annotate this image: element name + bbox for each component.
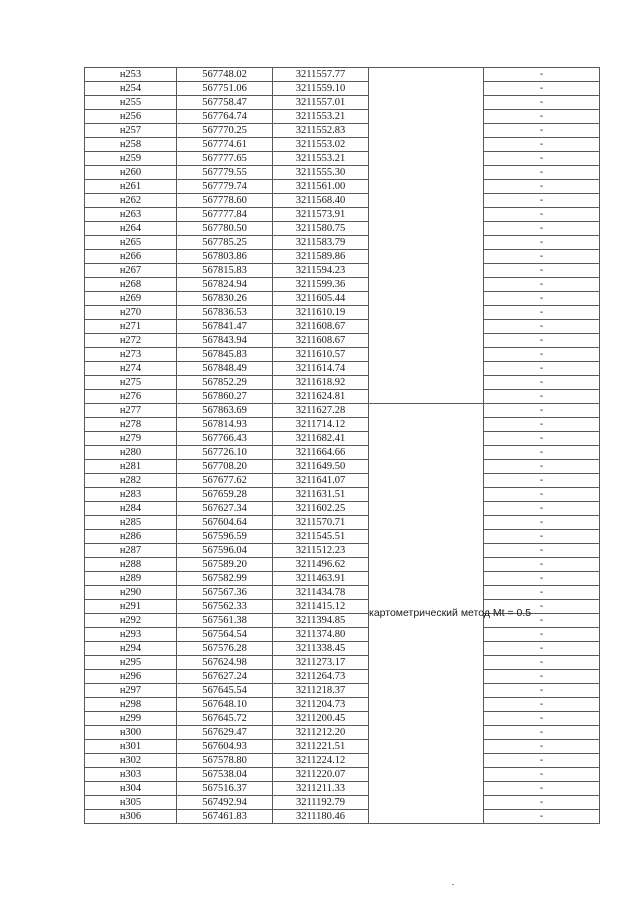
point-name-cell: н292	[85, 614, 177, 628]
accuracy-cell: -	[484, 362, 600, 376]
point-name-cell: н296	[85, 670, 177, 684]
point-name-cell: н257	[85, 124, 177, 138]
x-coordinate-cell: 567578.80	[177, 754, 273, 768]
method-cell: картометрический метод Mt = 0.5	[369, 404, 484, 824]
y-coordinate-cell: 3211614.74	[273, 362, 369, 376]
table-row	[85, 390, 600, 404]
x-coordinate-cell: 567766.43	[177, 432, 273, 446]
table-row	[85, 712, 600, 726]
x-coordinate-cell: 567780.50	[177, 222, 273, 236]
x-coordinate-cell: 567561.38	[177, 614, 273, 628]
y-coordinate-cell: 3211212.20	[273, 726, 369, 740]
y-coordinate-cell: 3211682.41	[273, 432, 369, 446]
x-coordinate-cell: 567624.98	[177, 656, 273, 670]
y-coordinate-cell: 3211559.10	[273, 82, 369, 96]
point-name-cell: н285	[85, 516, 177, 530]
x-coordinate-cell: 567777.65	[177, 152, 273, 166]
x-coordinate-cell: 567860.27	[177, 390, 273, 404]
coordinates-table-body	[85, 68, 600, 824]
point-name-cell: н297	[85, 684, 177, 698]
table-row	[85, 124, 600, 138]
x-coordinate-cell: 567863.69	[177, 404, 273, 418]
accuracy-cell: -	[484, 138, 600, 152]
x-coordinate-cell: 567567.36	[177, 586, 273, 600]
y-coordinate-cell: 3211624.81	[273, 390, 369, 404]
point-name-cell: н270	[85, 306, 177, 320]
point-name-cell: н302	[85, 754, 177, 768]
x-coordinate-cell: 567627.24	[177, 670, 273, 684]
table-row	[85, 222, 600, 236]
point-name-cell: н269	[85, 292, 177, 306]
table-row	[85, 670, 600, 684]
y-coordinate-cell: 3211557.77	[273, 68, 369, 82]
y-coordinate-cell: 3211204.73	[273, 698, 369, 712]
accuracy-cell: -	[484, 726, 600, 740]
accuracy-cell: -	[484, 376, 600, 390]
point-name-cell: н261	[85, 180, 177, 194]
accuracy-cell: -	[484, 264, 600, 278]
x-coordinate-cell: 567677.62	[177, 474, 273, 488]
coordinates-table-container	[84, 67, 599, 824]
table-row	[85, 740, 600, 754]
point-name-cell: н259	[85, 152, 177, 166]
accuracy-cell: -	[484, 586, 600, 600]
table-row	[85, 292, 600, 306]
accuracy-cell: -	[484, 740, 600, 754]
point-name-cell: н305	[85, 796, 177, 810]
y-coordinate-cell: 3211218.37	[273, 684, 369, 698]
table-row	[85, 754, 600, 768]
table-row	[85, 544, 600, 558]
point-name-cell: н288	[85, 558, 177, 572]
x-coordinate-cell: 567774.61	[177, 138, 273, 152]
table-row	[85, 96, 600, 110]
table-row	[85, 278, 600, 292]
x-coordinate-cell: 567659.28	[177, 488, 273, 502]
y-coordinate-cell: 3211553.21	[273, 152, 369, 166]
y-coordinate-cell: 3211573.91	[273, 208, 369, 222]
point-name-cell: н294	[85, 642, 177, 656]
point-name-cell: н301	[85, 740, 177, 754]
x-coordinate-cell: 567516.37	[177, 782, 273, 796]
y-coordinate-cell: 3211610.19	[273, 306, 369, 320]
accuracy-cell: -	[484, 180, 600, 194]
x-coordinate-cell: 567843.94	[177, 334, 273, 348]
y-coordinate-cell: 3211594.23	[273, 264, 369, 278]
x-coordinate-cell: 567726.10	[177, 446, 273, 460]
accuracy-cell: -	[484, 446, 600, 460]
x-coordinate-cell: 567852.29	[177, 376, 273, 390]
point-name-cell: н267	[85, 264, 177, 278]
x-coordinate-cell: 567538.04	[177, 768, 273, 782]
table-row	[85, 460, 600, 474]
y-coordinate-cell: 3211641.07	[273, 474, 369, 488]
y-coordinate-cell: 3211200.45	[273, 712, 369, 726]
point-name-cell: н262	[85, 194, 177, 208]
y-coordinate-cell: 3211374.80	[273, 628, 369, 642]
table-row	[85, 502, 600, 516]
y-coordinate-cell: 3211555.30	[273, 166, 369, 180]
accuracy-cell: -	[484, 166, 600, 180]
table-row	[85, 642, 600, 656]
x-coordinate-cell: 567845.83	[177, 348, 273, 362]
point-name-cell: н265	[85, 236, 177, 250]
point-name-cell: н274	[85, 362, 177, 376]
y-coordinate-cell: 3211463.91	[273, 572, 369, 586]
x-coordinate-cell: 567604.93	[177, 740, 273, 754]
point-name-cell: н298	[85, 698, 177, 712]
accuracy-cell: -	[484, 82, 600, 96]
x-coordinate-cell: 567582.99	[177, 572, 273, 586]
x-coordinate-cell: 567596.04	[177, 544, 273, 558]
accuracy-cell: -	[484, 348, 600, 362]
point-name-cell: н281	[85, 460, 177, 474]
accuracy-cell: -	[484, 712, 600, 726]
point-name-cell: н263	[85, 208, 177, 222]
y-coordinate-cell: 3211561.00	[273, 180, 369, 194]
accuracy-cell: -	[484, 404, 600, 418]
table-row	[85, 334, 600, 348]
accuracy-cell: -	[484, 544, 600, 558]
accuracy-cell: -	[484, 306, 600, 320]
x-coordinate-cell: 567627.34	[177, 502, 273, 516]
accuracy-cell: -	[484, 250, 600, 264]
x-coordinate-cell: 567562.33	[177, 600, 273, 614]
accuracy-cell: -	[484, 516, 600, 530]
point-name-cell: н304	[85, 782, 177, 796]
accuracy-cell: -	[484, 320, 600, 334]
table-row	[85, 418, 600, 432]
point-name-cell: н287	[85, 544, 177, 558]
table-row	[85, 684, 600, 698]
x-coordinate-cell: 567645.54	[177, 684, 273, 698]
x-coordinate-cell: 567764.74	[177, 110, 273, 124]
y-coordinate-cell: 3211192.79	[273, 796, 369, 810]
point-name-cell: н289	[85, 572, 177, 586]
accuracy-cell: -	[484, 110, 600, 124]
x-coordinate-cell: 567751.06	[177, 82, 273, 96]
accuracy-cell: -	[484, 768, 600, 782]
method-cell	[369, 68, 484, 404]
accuracy-cell: -	[484, 292, 600, 306]
accuracy-cell: -	[484, 670, 600, 684]
y-coordinate-cell: 3211221.51	[273, 740, 369, 754]
x-coordinate-cell: 567576.28	[177, 642, 273, 656]
table-row	[85, 404, 600, 418]
point-name-cell: н300	[85, 726, 177, 740]
y-coordinate-cell: 3211224.12	[273, 754, 369, 768]
table-row	[85, 82, 600, 96]
y-coordinate-cell: 3211552.83	[273, 124, 369, 138]
y-coordinate-cell: 3211273.17	[273, 656, 369, 670]
accuracy-cell: -	[484, 222, 600, 236]
point-name-cell: н279	[85, 432, 177, 446]
table-row	[85, 796, 600, 810]
point-name-cell: н282	[85, 474, 177, 488]
x-coordinate-cell: 567814.93	[177, 418, 273, 432]
accuracy-cell: -	[484, 194, 600, 208]
x-coordinate-cell: 567815.83	[177, 264, 273, 278]
point-name-cell: н290	[85, 586, 177, 600]
y-coordinate-cell: 3211589.86	[273, 250, 369, 264]
y-coordinate-cell: 3211664.66	[273, 446, 369, 460]
point-name-cell: н291	[85, 600, 177, 614]
table-row	[85, 446, 600, 460]
point-name-cell: н253	[85, 68, 177, 82]
accuracy-cell: -	[484, 684, 600, 698]
y-coordinate-cell: 3211568.40	[273, 194, 369, 208]
point-name-cell: н273	[85, 348, 177, 362]
y-coordinate-cell: 3211618.92	[273, 376, 369, 390]
point-name-cell: н277	[85, 404, 177, 418]
point-name-cell: н254	[85, 82, 177, 96]
point-name-cell: н272	[85, 334, 177, 348]
x-coordinate-cell: 567604.64	[177, 516, 273, 530]
x-coordinate-cell: 567564.54	[177, 628, 273, 642]
table-row	[85, 768, 600, 782]
x-coordinate-cell: 567778.60	[177, 194, 273, 208]
accuracy-cell: -	[484, 208, 600, 222]
table-row	[85, 558, 600, 572]
y-coordinate-cell: 3211610.57	[273, 348, 369, 362]
x-coordinate-cell: 567645.72	[177, 712, 273, 726]
x-coordinate-cell: 567748.02	[177, 68, 273, 82]
accuracy-cell: -	[484, 642, 600, 656]
y-coordinate-cell: 3211180.46	[273, 810, 369, 824]
accuracy-cell: -	[484, 656, 600, 670]
table-row	[85, 628, 600, 642]
table-row	[85, 530, 600, 544]
x-coordinate-cell: 567830.26	[177, 292, 273, 306]
y-coordinate-cell: 3211605.44	[273, 292, 369, 306]
table-row	[85, 362, 600, 376]
x-coordinate-cell: 567770.25	[177, 124, 273, 138]
x-coordinate-cell: 567836.53	[177, 306, 273, 320]
table-row	[85, 208, 600, 222]
accuracy-cell: -	[484, 334, 600, 348]
table-row	[85, 180, 600, 194]
point-name-cell: н264	[85, 222, 177, 236]
table-row	[85, 586, 600, 600]
accuracy-cell: -	[484, 572, 600, 586]
y-coordinate-cell: 3211512.23	[273, 544, 369, 558]
y-coordinate-cell: 3211338.45	[273, 642, 369, 656]
table-row	[85, 236, 600, 250]
y-coordinate-cell: 3211627.28	[273, 404, 369, 418]
table-row	[85, 166, 600, 180]
point-name-cell: н284	[85, 502, 177, 516]
point-name-cell: н258	[85, 138, 177, 152]
point-name-cell: н271	[85, 320, 177, 334]
y-coordinate-cell: 3211220.07	[273, 768, 369, 782]
x-coordinate-cell: 567758.47	[177, 96, 273, 110]
accuracy-cell: -	[484, 278, 600, 292]
x-coordinate-cell: 567848.49	[177, 362, 273, 376]
x-coordinate-cell: 567596.59	[177, 530, 273, 544]
y-coordinate-cell: 3211415.12	[273, 600, 369, 614]
table-row	[85, 68, 600, 82]
table-row	[85, 110, 600, 124]
x-coordinate-cell: 567589.20	[177, 558, 273, 572]
y-coordinate-cell: 3211496.62	[273, 558, 369, 572]
table-row	[85, 698, 600, 712]
accuracy-cell: -	[484, 418, 600, 432]
y-coordinate-cell: 3211602.25	[273, 502, 369, 516]
accuracy-cell: -	[484, 68, 600, 82]
point-name-cell: н286	[85, 530, 177, 544]
y-coordinate-cell: 3211583.79	[273, 236, 369, 250]
x-coordinate-cell: 567708.20	[177, 460, 273, 474]
point-name-cell: н303	[85, 768, 177, 782]
y-coordinate-cell: 3211631.51	[273, 488, 369, 502]
x-coordinate-cell: 567461.83	[177, 810, 273, 824]
accuracy-cell: -	[484, 754, 600, 768]
x-coordinate-cell: 567648.10	[177, 698, 273, 712]
accuracy-cell: -	[484, 488, 600, 502]
y-coordinate-cell: 3211211.33	[273, 782, 369, 796]
point-name-cell: н278	[85, 418, 177, 432]
point-name-cell: н283	[85, 488, 177, 502]
y-coordinate-cell: 3211553.02	[273, 138, 369, 152]
accuracy-cell: -	[484, 796, 600, 810]
table-row	[85, 656, 600, 670]
accuracy-cell: -	[484, 558, 600, 572]
x-coordinate-cell: 567779.55	[177, 166, 273, 180]
point-name-cell: н276	[85, 390, 177, 404]
table-row	[85, 726, 600, 740]
x-coordinate-cell: 567803.86	[177, 250, 273, 264]
accuracy-cell: -	[484, 782, 600, 796]
table-row	[85, 488, 600, 502]
accuracy-cell: -	[484, 698, 600, 712]
y-coordinate-cell: 3211545.51	[273, 530, 369, 544]
y-coordinate-cell: 3211599.36	[273, 278, 369, 292]
table-row	[85, 306, 600, 320]
y-coordinate-cell: 3211608.67	[273, 320, 369, 334]
y-coordinate-cell: 3211714.12	[273, 418, 369, 432]
y-coordinate-cell: 3211557.01	[273, 96, 369, 110]
table-row	[85, 516, 600, 530]
coordinates-table	[84, 67, 600, 824]
table-row	[85, 474, 600, 488]
table-row	[85, 572, 600, 586]
x-coordinate-cell: 567841.47	[177, 320, 273, 334]
table-row	[85, 810, 600, 824]
x-coordinate-cell: 567492.94	[177, 796, 273, 810]
y-coordinate-cell: 3211570.71	[273, 516, 369, 530]
accuracy-cell: -	[484, 614, 600, 628]
y-coordinate-cell: 3211553.21	[273, 110, 369, 124]
accuracy-cell: -	[484, 460, 600, 474]
table-row	[85, 376, 600, 390]
point-name-cell: н299	[85, 712, 177, 726]
table-row	[85, 138, 600, 152]
point-name-cell: н255	[85, 96, 177, 110]
accuracy-cell: -	[484, 236, 600, 250]
table-row	[85, 320, 600, 334]
y-coordinate-cell: 3211394.85	[273, 614, 369, 628]
point-name-cell: н306	[85, 810, 177, 824]
accuracy-cell: -	[484, 390, 600, 404]
accuracy-cell: -	[484, 432, 600, 446]
accuracy-cell: -	[484, 474, 600, 488]
point-name-cell: н256	[85, 110, 177, 124]
x-coordinate-cell: 567779.74	[177, 180, 273, 194]
accuracy-cell: -	[484, 152, 600, 166]
point-name-cell: н280	[85, 446, 177, 460]
accuracy-cell: -	[484, 600, 600, 614]
table-row	[85, 250, 600, 264]
y-coordinate-cell: 3211434.78	[273, 586, 369, 600]
y-coordinate-cell: 3211649.50	[273, 460, 369, 474]
point-name-cell: н293	[85, 628, 177, 642]
y-coordinate-cell: 3211264.73	[273, 670, 369, 684]
x-coordinate-cell: 567777.84	[177, 208, 273, 222]
accuracy-cell: -	[484, 124, 600, 138]
table-row	[85, 264, 600, 278]
point-name-cell: н266	[85, 250, 177, 264]
x-coordinate-cell: 567629.47	[177, 726, 273, 740]
point-name-cell: н295	[85, 656, 177, 670]
y-coordinate-cell: 3211608.67	[273, 334, 369, 348]
y-coordinate-cell: 3211580.75	[273, 222, 369, 236]
accuracy-cell: -	[484, 502, 600, 516]
accuracy-cell: -	[484, 96, 600, 110]
table-row	[85, 348, 600, 362]
point-name-cell: н260	[85, 166, 177, 180]
accuracy-cell: -	[484, 810, 600, 824]
point-name-cell: н268	[85, 278, 177, 292]
table-row	[85, 194, 600, 208]
table-row	[85, 432, 600, 446]
table-row	[85, 152, 600, 166]
accuracy-cell: -	[484, 530, 600, 544]
accuracy-cell: -	[484, 628, 600, 642]
point-name-cell: н275	[85, 376, 177, 390]
scan-speck	[452, 884, 454, 885]
table-row	[85, 782, 600, 796]
x-coordinate-cell: 567785.25	[177, 236, 273, 250]
x-coordinate-cell: 567824.94	[177, 278, 273, 292]
